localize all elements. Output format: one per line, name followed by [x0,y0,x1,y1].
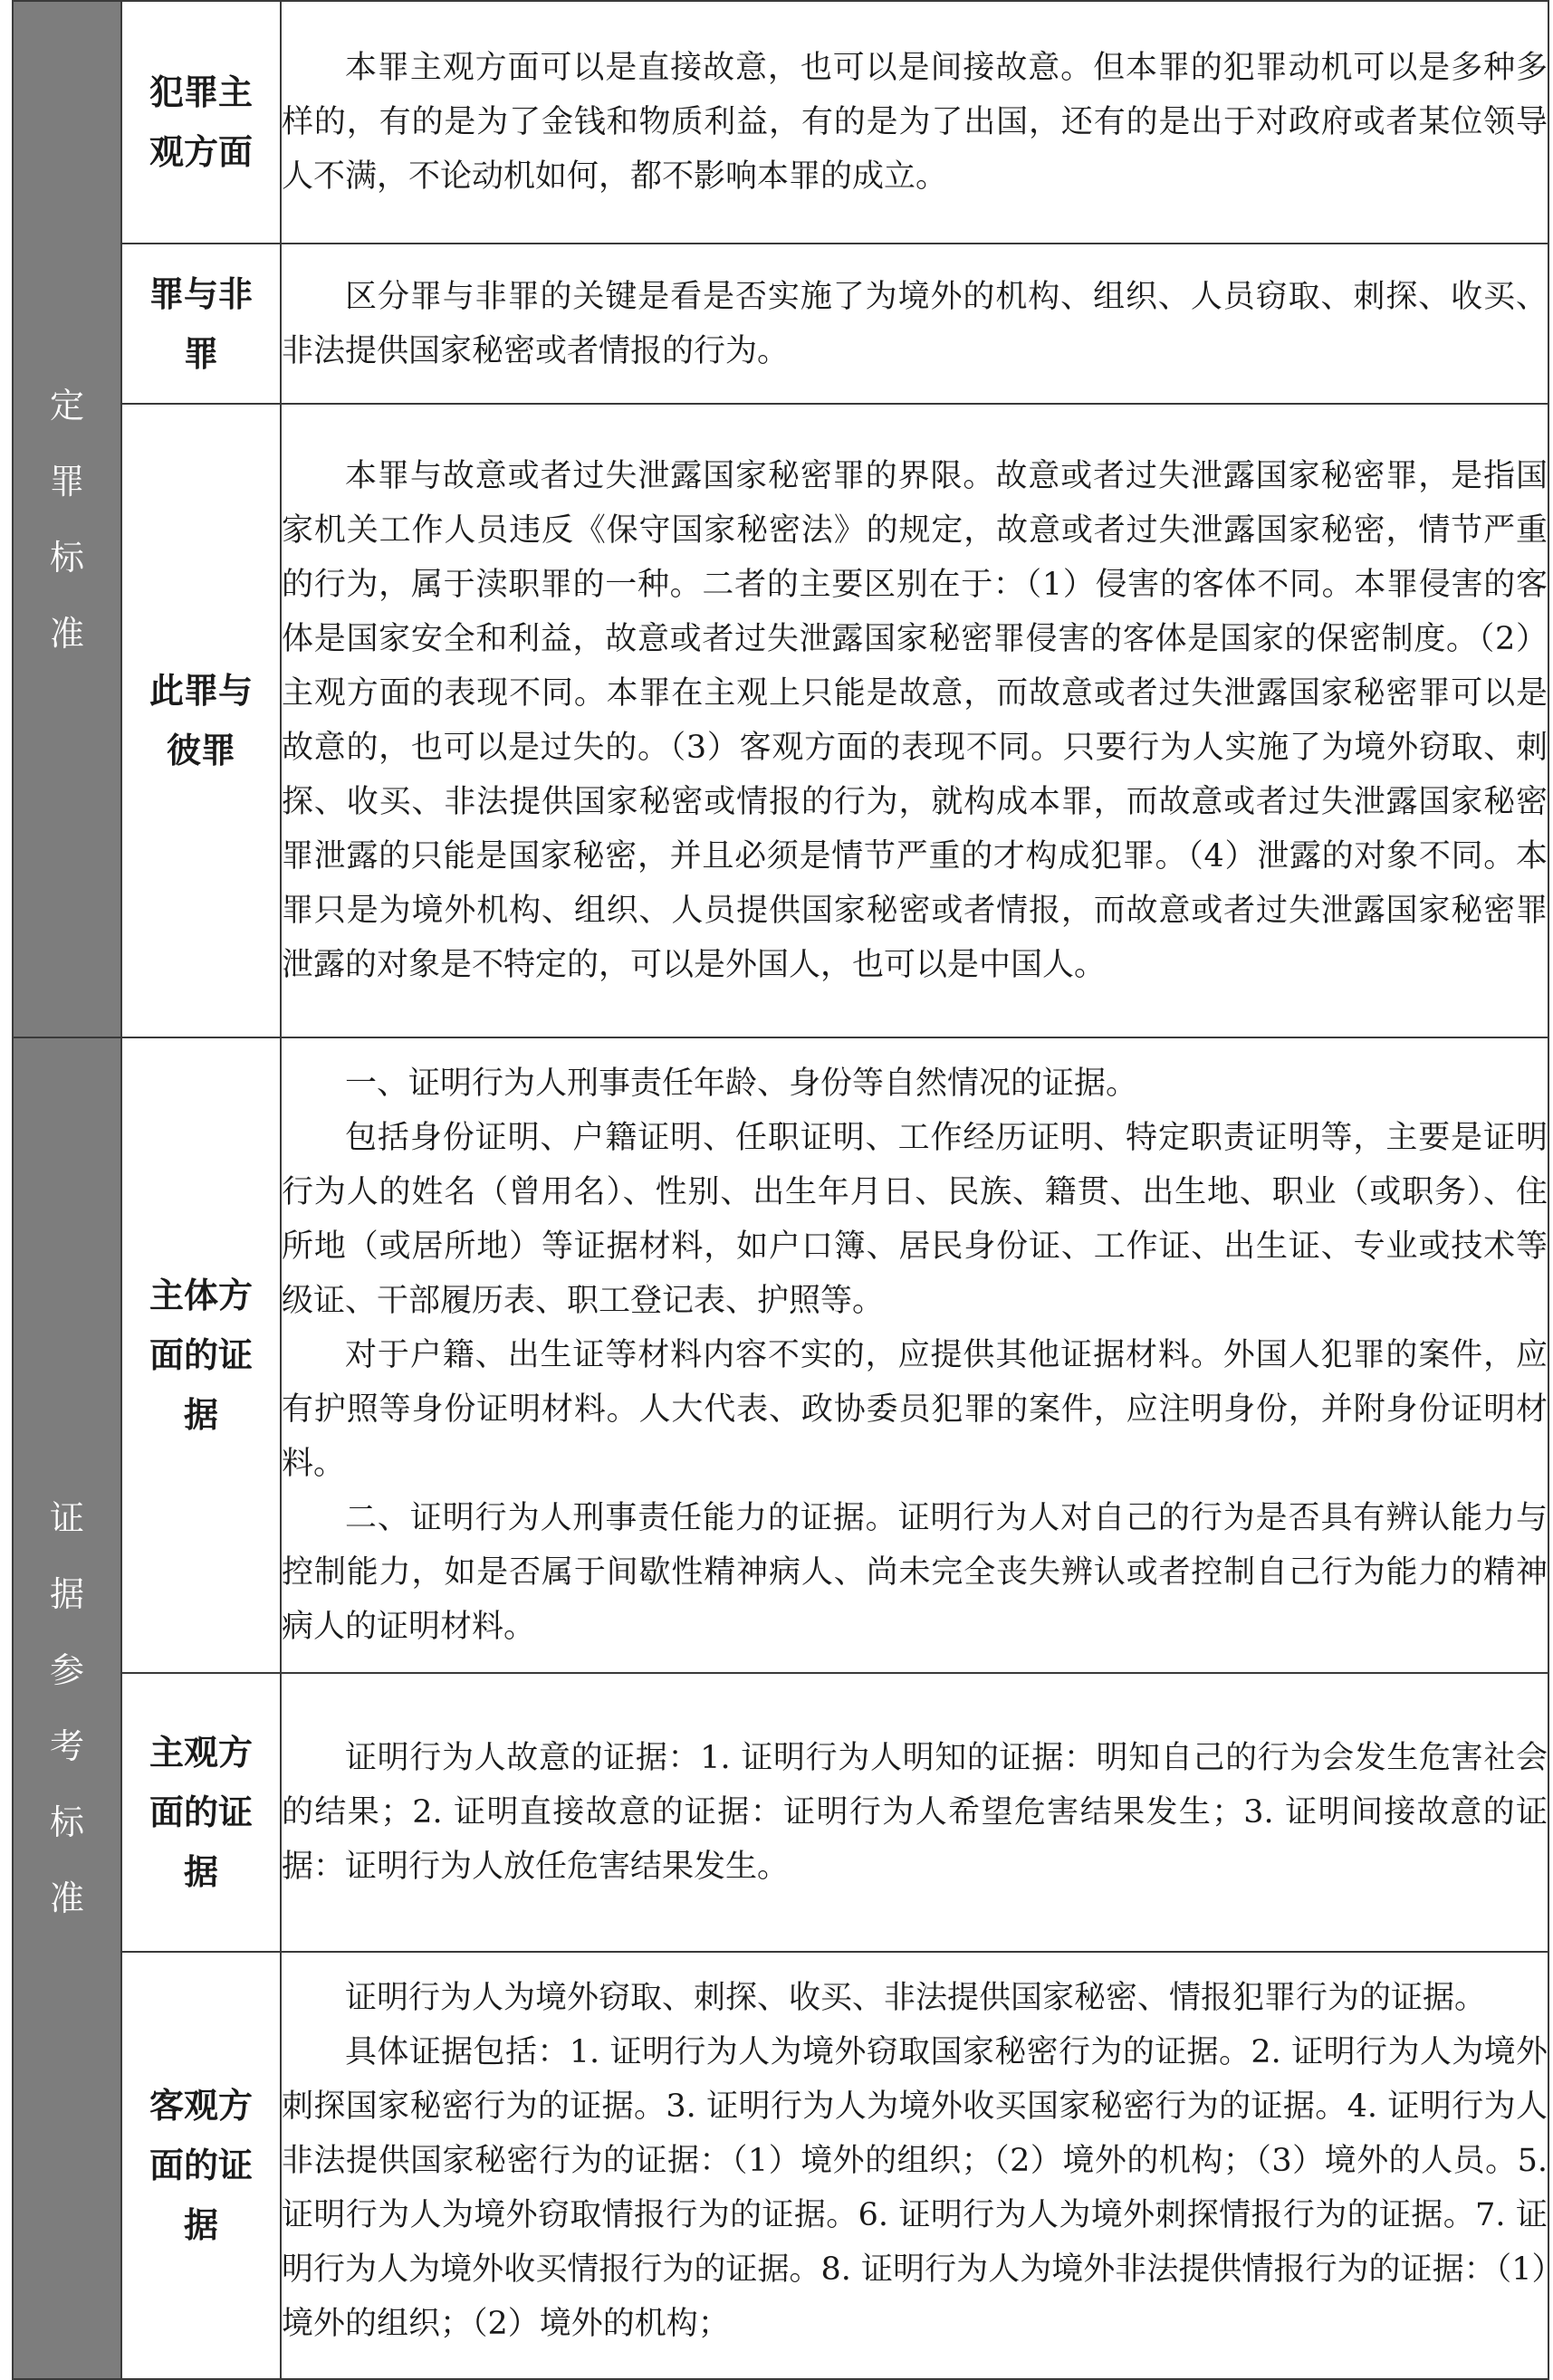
section-dingzui-cell [13,1,121,1037]
row-content-cell [281,1673,1548,1952]
row-content-cell [281,244,1548,404]
legal-standards-table [12,0,1549,2380]
row-label: 客观方面的证据 [149,2086,253,2245]
row-label-cell [121,244,281,404]
table-row [13,244,1548,404]
row-label-cell [121,404,281,1037]
table-row [13,1673,1548,1952]
paragraph: 一、证明行为人刑事责任年龄、身份等自然情况的证据。 [345,1066,1138,1102]
section-dingzui-title [50,368,84,672]
section-char: 准 [49,613,84,654]
table-row [13,404,1548,1037]
section-char: 定 [49,385,84,425]
paragraph: 本罪主观方面可以是直接故意，也可以是间接故意。但本罪的犯罪动机可以是多种多样的，有的是为了金钱和物质利益，有的是为了出国，还有的是出于对政府或者某位领导人不满，不论动机如何，都不影响本罪的成立。 [282,50,1548,195]
section-char: 标 [49,537,84,578]
row-label-cell [121,1,281,244]
table-row [13,1952,1548,2379]
paragraph: 证明行为人为境外窃取、刺探、收买、非法提供国家秘密、情报犯罪行为的证据。 [345,1980,1487,2016]
section-char: 标 [49,1802,84,1842]
row-label-cell [121,1673,281,1952]
paragraph: 区分罪与非罪的关键是看是否实施了为境外的机构、组织、人员窃取、刺探、收买、非法提供国家秘密或者情报的行为。 [282,278,1548,369]
row-content-cell [281,404,1548,1037]
section-zhengju-cell [13,1037,121,2379]
row-label-cell [121,1952,281,2379]
section-char: 证 [49,1498,84,1538]
row-label-cell [121,1037,281,1673]
row-label: 此罪与彼罪 [149,671,253,770]
table-row [13,1,1548,244]
row-content-cell [281,1,1548,244]
paragraph: 二、证明行为人刑事责任能力的证据。证明行为人对自己的行为是否具有辨认能力与控制能力，如是否属于间歇性精神病人、尚未完全丧失辨认或者控制自己行为能力的精神病人的证明材料。 [282,1500,1548,1645]
section-char: 据 [49,1574,84,1614]
row-label: 主观方面的证据 [149,1733,253,1892]
row-label: 主体方面的证据 [149,1276,253,1435]
section-char: 考 [49,1726,84,1766]
row-content-cell [281,1037,1548,1673]
row-label: 罪与非罪 [149,273,253,374]
section-char: 准 [49,1878,84,1918]
paragraph: 本罪与故意或者过失泄露国家秘密罪的界限。故意或者过失泄露国家秘密罪，是指国家机关工作人员违反《保守国家秘密法》的规定，故意或者过失泄露国家秘密，情节严重的行为，属于渎职罪的一种。二者的主要区别在于：（1）侵害的客体不同。本罪侵害的客体是国家安全和利益，故意或者过失泄露国家秘密罪侵害的客体是国家的保密制度。（2）主观方面的表现不同。本罪在主观上只能是故意，而故意或者过失泄露国家秘密罪可以是故意的，也可以是过失的。（3）客观方面的表现不同。只要行为人实施了为境外窃取、刺探、收买、非法提供国家秘密或情报的行为，就构成本罪，而故意或者过失泄露国家秘密罪泄露的只能是国家秘密，并且必须是情节严重的才构成犯罪。（4）泄露的对象不同。本罪只是为境外机构、组织、人员提供国家秘密或者情报，而故意或者过失泄露国家秘密罪泄露的对象是不特定的，可以是外国人，也可以是中国人。 [282,458,1548,983]
row-content-cell [281,1952,1548,2379]
section-zhengju-title [50,1480,84,1936]
paragraph: 具体证据包括：1. 证明行为人为境外窃取国家秘密行为的证据。2. 证明行为人为境外刺探国家秘密行为的证据。3. 证明行为人为境外收买国家秘密行为的证据。4. 证明行为人非法提供国家秘密行为的证据：（1）境外的组织；（2）境外的机构；（3）境外的人员。5. 证明行为人为境外窃取情报行为的证据。6. 证明行为人为境外刺探情报行为的证据。7. 证明行为人为境外收买情报行为的证据。8. 证明行为人为境外非法提供情报行为的证据：（1）境外的组织；（2）境外的机构； [282,2034,1548,2342]
section-char: 罪 [49,461,84,502]
paragraph: 证明行为人故意的证据：1. 证明行为人明知的证据：明知自己的行为会发生危害社会的结果；2. 证明直接故意的证据：证明行为人希望危害结果发生；3. 证明间接故意的证据：证明行为人放任危害结果发生。 [282,1740,1548,1885]
section-char: 参 [49,1650,84,1690]
table-row [13,1037,1548,1673]
paragraph: 包括身份证明、户籍证明、任职证明、工作经历证明、特定职责证明等，主要是证明行为人的姓名（曾用名）、性别、出生年月日、民族、籍贯、出生地、职业（或职务）、住所地（或居所地）等证据材料，如户口簿、居民身份证、工作证、出生证、专业或技术等级证、干部履历表、职工登记表、护照等。 [282,1120,1548,1319]
paragraph: 对于户籍、出生证等材料内容不实的，应提供其他证据材料。外国人犯罪的案件，应有护照等身份证明材料。人大代表、政协委员犯罪的案件，应注明身份，并附身份证明材料。 [282,1337,1548,1482]
row-label: 犯罪主观方面 [149,72,253,172]
